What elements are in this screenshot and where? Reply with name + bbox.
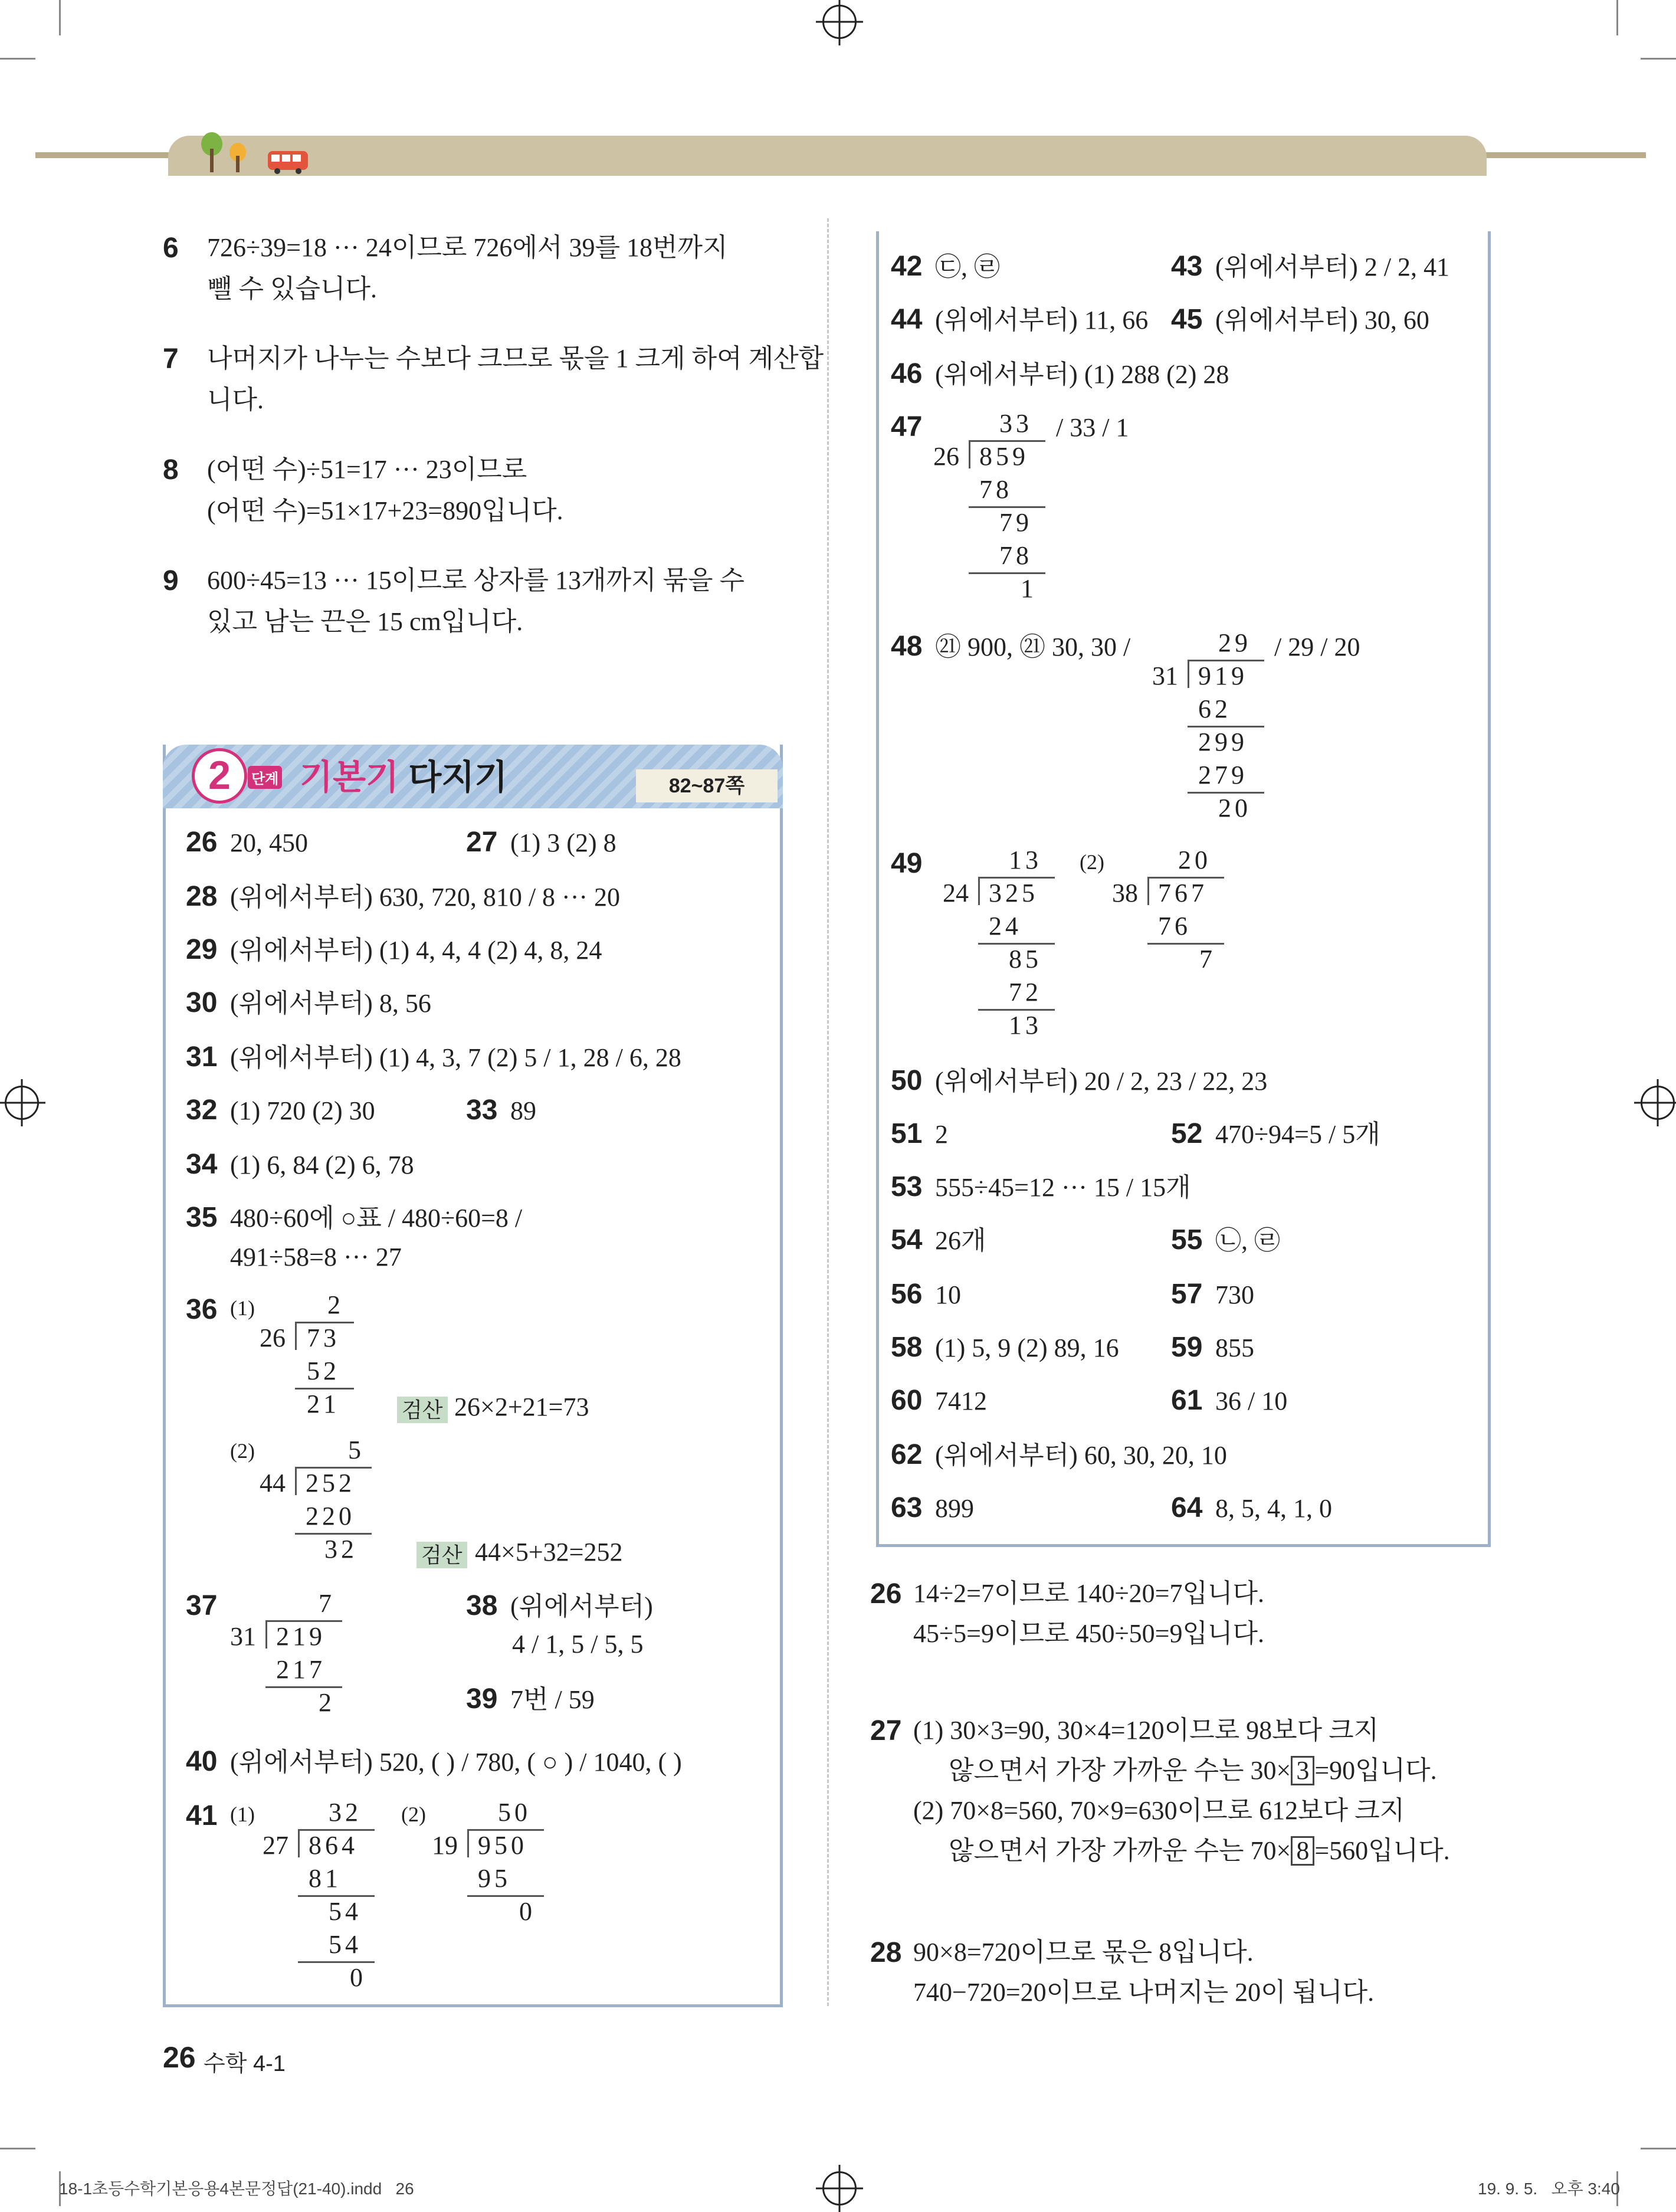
problem-line: 있고 남는 끈은 15 cm입니다. [207,607,523,636]
sub-label: (2) [230,1439,255,1463]
problem-line: 뺄 수 있습니다. [207,274,378,303]
answer-text: (위에서부터) 2 / 2, 41 [1215,253,1450,281]
answer-number: 37 [186,1590,218,1621]
crop-mark [1641,58,1676,60]
answer-number: 34 [186,1149,218,1180]
answer-number: 58 [891,1332,923,1363]
answer-number: 47 [891,411,923,443]
answer-text: (위에서부터) (1) 4, 4, 4 (2) 4, 8, 24 [230,936,602,965]
answer-text: 26개 [935,1226,986,1255]
answer-number: 28 [186,881,218,912]
answer-text: 480÷60에 ○표 / 480÷60=8 / [230,1204,523,1233]
answer-number: 51 [891,1118,923,1149]
answer-text: (위에서부터) 20 / 2, 23 / 22, 23 [935,1067,1268,1096]
answer-text: 899 [935,1494,974,1523]
long-division: 2 26 73 52 21 [260,1290,378,1425]
registration-mark-icon [822,2171,857,2206]
answer-number: 38 [466,1590,498,1621]
problem-line: 나머지가 나누는 수보다 크므로 몫을 1 크게 하여 계산합 [207,344,824,373]
footer-date: 19. 9. 5. 오후 3:40 [1478,2180,1620,2198]
answer-number: 42 [891,251,923,282]
tree-icon [198,131,226,172]
answer-number: 43 [1171,251,1203,282]
explanation-number: 28 [870,1937,902,1968]
answer-number: 46 [891,358,923,389]
section-pages: 82~87쪽 [636,769,778,802]
long-division: 29 31 919 62 299 279 20 [1152,628,1282,828]
explanation-line: 45÷5=9이므로 450÷50=9입니다. [913,1619,1264,1648]
answer-text: 470÷94=5 / 5개 [1215,1120,1380,1149]
check-equation: 26×2+21=73 [454,1392,589,1421]
answer-text: 2 [935,1120,948,1149]
answer-text: ㉡, ㉣ [1215,1226,1280,1255]
answer-text: 4 / 1, 5 / 5, 5 [512,1630,644,1659]
answer-number: 61 [1171,1385,1203,1416]
answer-text: 89 [510,1096,536,1125]
answer-number: 40 [186,1746,218,1777]
answer-text: (위에서부터) 8, 56 [230,989,431,1018]
header-tab [168,136,1487,176]
column-divider [827,218,829,2006]
answer-box: 8 [1291,1836,1314,1866]
answer-text: (위에서부터) 630, 720, 810 / 8 ··· 20 [230,883,621,912]
long-division: 33 26 859 78 79 78 1 [933,408,1063,609]
explanation-line: (2) 70×8=560, 70×9=630이므로 612보다 크지 [913,1796,1405,1825]
footer-file: 18-1초등수학기본응용4본문정답(21-40).indd 26 [59,2180,414,2198]
problem-9 [163,560,788,671]
answer-text: ㉑ 900, ㉑ 30, 30 / [935,633,1131,661]
long-division: 32 27 864 81 54 54 0 [263,1797,392,1998]
stage-label: 단계 [248,766,282,789]
crop-mark [59,0,61,35]
sub-label: (2) [401,1803,426,1826]
answer-number: 50 [891,1065,923,1096]
crop-mark [0,58,35,60]
answer-number: 35 [186,1202,218,1233]
answer-number: 29 [186,934,218,965]
answer-text: 491÷58=8 ··· 27 [230,1243,402,1272]
answer-text: / 33 / 1 [1056,413,1129,442]
answer-number: 39 [466,1683,498,1715]
explanation-number: 26 [870,1578,902,1610]
registration-mark-icon [5,1086,39,1120]
problem-number: 6 [163,232,179,264]
registration-mark-icon [1641,1086,1675,1120]
explanation-line: 않으면서 가장 가까운 수는 70× 8 =560입니다. [949,1836,1450,1865]
answer-number: 44 [891,304,923,335]
answer-text: 20, 450 [230,828,308,857]
page-number: 26 [163,2041,196,2074]
answer-text: (위에서부터) (1) 288 (2) 28 [935,360,1229,389]
answer-text: (위에서부터) 30, 60 [1215,306,1429,335]
check-label: 검산 [397,1394,448,1424]
problem-line: (어떤 수)÷51=17 ··· 23이므로 [207,455,527,484]
answer-number: 52 [1171,1118,1203,1149]
answer-number: 32 [186,1094,218,1126]
answer-text: 7번 / 59 [510,1685,595,1714]
long-division: 13 24 325 24 85 72 13 [943,845,1072,1046]
answer-number: 62 [891,1439,923,1470]
long-division: 5 44 252 220 32 [260,1435,389,1577]
answer-number: 53 [891,1171,923,1202]
bus-icon [267,149,309,175]
problem-number: 9 [163,565,179,597]
answer-text: (1) 5, 9 (2) 89, 16 [935,1333,1119,1362]
answer-text: ㉢, ㉣ [935,253,1000,281]
sub-label: (1) [230,1803,255,1826]
answer-text: (1) 6, 84 (2) 6, 78 [230,1151,414,1179]
long-division: 7 31 219 217 2 [230,1588,360,1730]
answer-number: 56 [891,1279,923,1310]
tree-icon [227,142,248,172]
answer-text: 10 [935,1280,961,1309]
answer-number: 41 [186,1800,218,1831]
answer-text: (위에서부터) (1) 4, 3, 7 (2) 5 / 1, 28 / 6, 28 [230,1043,681,1072]
answer-number: 48 [891,631,923,662]
answer-number: 26 [186,827,218,858]
problem-7 [163,338,824,449]
problem-list [163,227,824,671]
answer-text: 730 [1215,1280,1254,1309]
sub-label: (1) [230,1296,255,1320]
answer-box: 3 [1291,1756,1314,1785]
crop-mark [0,2148,35,2149]
sub-label: (2) [1080,850,1104,874]
answer-number: 30 [186,987,218,1018]
crop-mark [1616,0,1618,35]
answer-number: 63 [891,1492,923,1523]
answer-number: 31 [186,1041,218,1073]
problem-6 [163,227,788,338]
stage-badge: 2 [192,748,247,804]
long-division: 50 19 950 95 0 [432,1797,562,1939]
explanation-line: 않으면서 가장 가까운 수는 30× 3 =90입니다. [949,1756,1437,1785]
answer-text: 8, 5, 4, 1, 0 [1215,1494,1332,1523]
registration-mark-icon [822,5,857,39]
answer-number: 55 [1171,1224,1203,1256]
answer-number: 49 [891,848,923,879]
crop-mark [1641,2148,1676,2149]
answer-text: / 29 / 20 [1274,633,1360,661]
check-label: 검산 [416,1539,467,1569]
answer-text: (위에서부터) 60, 30, 20, 10 [935,1441,1227,1470]
explanation-number: 27 [870,1715,902,1746]
answer-text: 555÷45=12 ··· 15 / 15개 [935,1173,1191,1202]
problem-number: 8 [163,454,179,486]
page-subject: 수학 4-1 [204,2052,286,2076]
problem-number: 7 [163,343,179,375]
answer-number: 59 [1171,1332,1203,1363]
long-division: 20 38 767 76 7 [1112,845,1242,987]
answer-number: 45 [1171,304,1203,335]
answer-text: 7412 [935,1387,987,1415]
answer-number: 64 [1171,1492,1203,1523]
answer-text: (위에서부터) 11, 66 [935,306,1149,335]
answer-text: (1) 720 (2) 30 [230,1096,375,1125]
explanation-line: 740−720=20이므로 나머지는 20이 됩니다. [913,1978,1375,2007]
answer-text: 36 / 10 [1215,1387,1288,1415]
answer-number: 57 [1171,1279,1203,1310]
problem-8 [163,449,788,560]
answer-number: 33 [466,1094,498,1126]
section-title: 기본기 다지기 [300,758,508,797]
explanation-line: 90×8=720이므로 몫은 8입니다. [913,1938,1254,1967]
explanation-line: 14÷2=7이므로 140÷20=7입니다. [913,1579,1264,1608]
answer-number: 27 [466,827,498,858]
problem-line: 니다. [207,385,264,414]
answer-number: 36 [186,1294,218,1325]
problem-line: 726÷39=18 ··· 24이므로 726에서 39를 18번까지 [207,233,728,262]
explanation-line: (1) 30×3=90, 30×4=120이므로 98보다 크지 [913,1716,1379,1745]
answer-text: (위에서부터) 520, ( ) / 780, ( ○ ) / 1040, ( ) [230,1748,682,1777]
answer-text: 855 [1215,1333,1254,1362]
answer-text: (1) 3 (2) 8 [510,828,616,857]
problem-line: (어떤 수)=51×17+23=890입니다. [207,496,563,525]
problem-line: 600÷45=13 ··· 15이므로 상자를 13개까지 묶을 수 [207,566,744,595]
check-equation: 44×5+32=252 [475,1538,623,1567]
answer-number: 60 [891,1385,923,1416]
answer-text: (위에서부터) [510,1592,653,1621]
answer-number: 54 [891,1224,923,1256]
